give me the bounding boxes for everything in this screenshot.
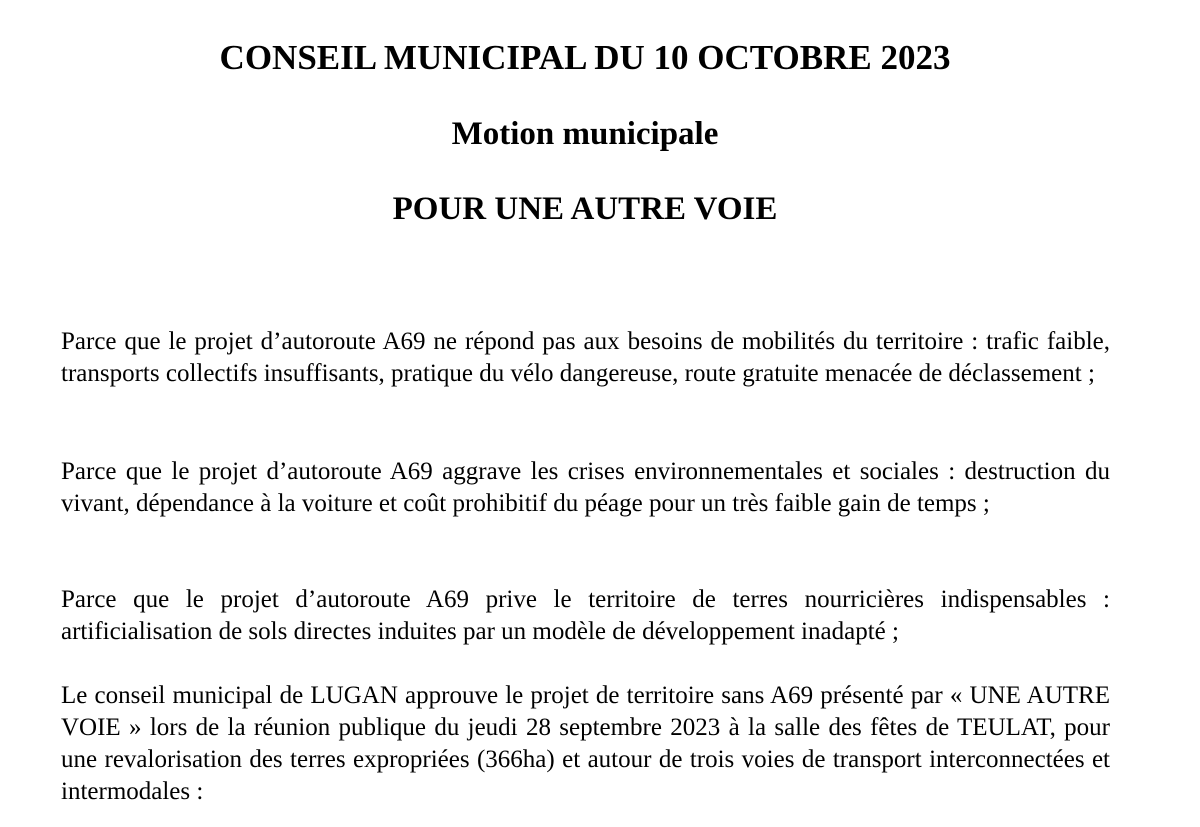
paragraph-council-approval: Le conseil municipal de LUGAN approuve le projet de territoire sans A69 présenté par « UNE AUTRE VOIE » lors de la réunion publique du jeudi 28 septembre 2023 à la salle des fêtes de TEULAT, pour une revalorisation des terres expropriées (366ha) et autour de trois voies de transport interconnectées et intermodales : [61,682,1110,805]
motion-subheading: Motion municipale [451,116,719,152]
paragraph-mobility: Parce que le projet d’autoroute A69 ne répond pas aux besoins de mobilités du territoire : trafic faible, transports collectifs insuffisants, pratique du vélo dangereuse, route gratuite menacée de déclassement ; [61,328,1110,387]
paragraph-environment: Parce que le projet d’autoroute A69 aggrave les crises environnementales et sociales : destruction du vivant, dépendance à la voiture et coût prohibitif du péage pour un très faible gain de temps ; [61,458,1110,517]
paragraph-farmland: Parce que le projet d’autoroute A69 prive le territoire de terres nourricières indispensables : artificialisation de sols directes induites par un modèle de développement inadapté ; [61,586,1110,645]
council-meeting-heading: CONSEIL MUNICIPAL DU 10 OCTOBRE 2023 [219,38,951,77]
motion-title: POUR UNE AUTRE VOIE [392,191,778,227]
